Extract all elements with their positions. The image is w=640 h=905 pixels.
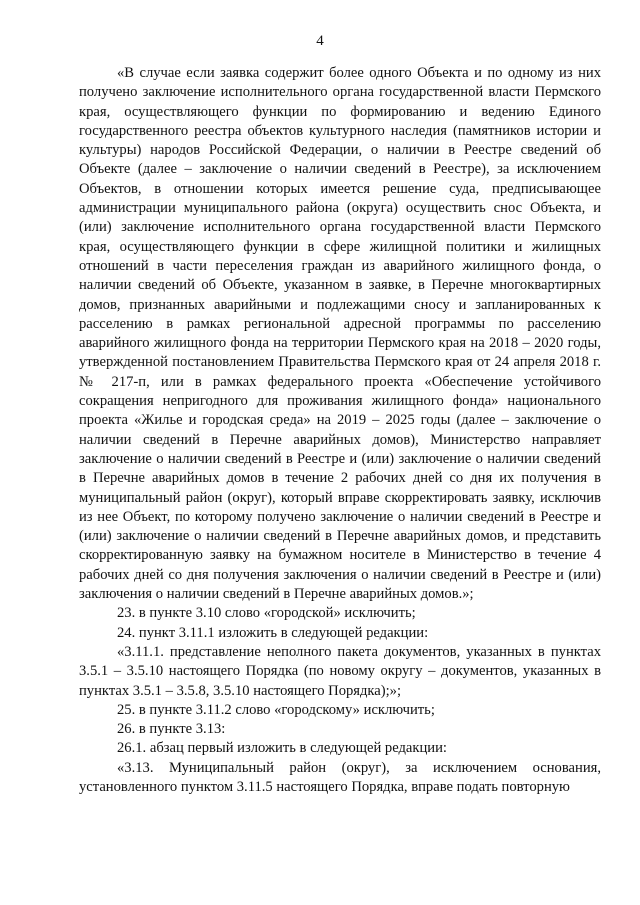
document-body (79, 64, 601, 797)
page-number: 4 (316, 33, 324, 49)
paragraph-conclusion-procedure: «В случае если заявка содержит более одного Объекта и по одному из них получено заключение исполнительного органа государственной власти Пермского края, осуществляющего функции по формированию и ведению Единого государственного реестра объектов культурного наследия (памятников истории и культуры) народов Российской Федерации, о наличии в Реестре сведений об Объекте (далее – заключение о наличии сведений в Реестре), за исключением Объектов, в отношении которых имеется решение суда, предписывающее администрации муниципального района (округа) осуществить снос Объекта, и (или) заключение исполнительного органа государственной власти Пермского края, осуществляющего функции в сфере жилищной политики и жилищных отношений в части переселения граждан из аварийного жилищного фонда, о наличии сведений об Объекте, указанном в заявке, в Перечне многоквартирных домов, признанных аварийными и подлежащими сносу и запланированных к расселению в рамках региональной адресной программы по расселению аварийного жилищного фонда на территории Пермского края на 2018 – 2020 годы, утвержденной постановлением Правительства Пермского края от 24 апреля 2018 г. № 217-п, или в рамках федерального проекта «Обеспечение устойчивого сокращения непригодного для проживания жилищного фонда» национального проекта «Жилье и городская среда» на 2019 – 2025 годы (далее – заключение о наличии сведений в Перечне аварийных домов), Министерство направляет заключение о наличии сведений в Реестре и (или) заключение о наличии сведений в Перечне аварийных домов в течение 2 рабочих дней со дня их получения в муниципальный район (округ), который вправе скорректировать заявку, исключив из нее Объект, по которому получено заключение о наличии сведений в Реестре и (или) заключение о наличии сведений в Перечне аварийных домов, и представить скорректированную заявку на бумажном носителе в Министерство в течение 4 рабочих дней со дня получения заключения о наличии сведений в Реестре и (или) заключения о наличии сведений в Перечне аварийных домов.»; (79, 65, 601, 603)
paragraph-item-23: 23. в пункте 3.10 слово «городской» исключить; (117, 605, 416, 622)
paragraph-item-3-13: «3.13. Муниципальный район (округ), за исключением основания, установленного пунктом 3.11.5 настоящего Порядка, вправе подать повторную (79, 759, 601, 795)
paragraph-item-25: 25. в пункте 3.11.2 слово «городскому» исключить; (117, 701, 435, 718)
paragraph-item-26-1: 26.1. абзац первый изложить в следующей редакции: (117, 740, 447, 757)
paragraph-item-26: 26. в пункте 3.13: (117, 721, 226, 738)
paragraph-item-3-11-1: «3.11.1. представление неполного пакета документов, указанных в пунктах 3.5.1 – 3.5.10 настоящего Порядка (по новому округу – документов, указанных в пунктах 3.5.1 – 3.5.8, 3.5.10 настоящего Порядка);»; (79, 643, 601, 699)
paragraph-item-24: 24. пункт 3.11.1 изложить в следующей редакции: (117, 624, 429, 641)
